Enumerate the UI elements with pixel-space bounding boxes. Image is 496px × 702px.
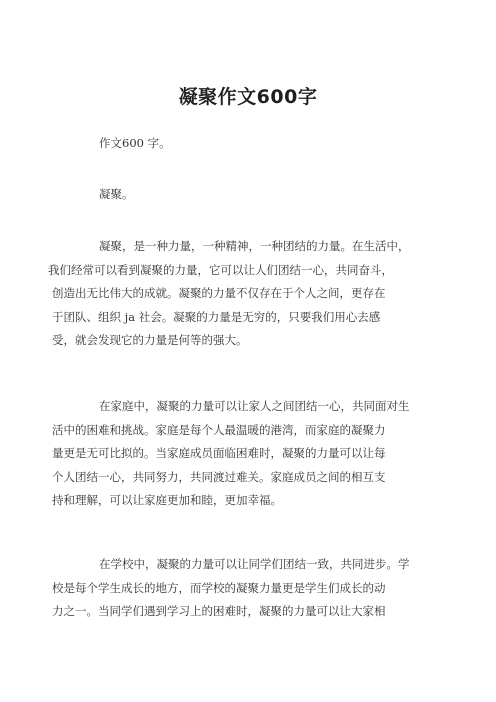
document-title: 凝聚作文600字 — [178, 86, 318, 108]
paragraph-2 — [52, 395, 452, 513]
paragraph-line: 量更是无可比拟的。当家庭成员面临困难时，凝聚的力量可以让每 — [52, 446, 386, 460]
paragraph-line: 校是每个学生成长的地方，而学校的凝聚力量更是学生们成长的动 — [52, 580, 386, 595]
paragraph-line: 受，就会发现它的力量是何等的强大。 — [52, 333, 248, 347]
intro-line: 作文600 字。 — [99, 136, 171, 150]
paragraph-line: 在家庭中，凝聚的力量可以让家人之间团结一心，共同面对生 — [99, 399, 410, 413]
paragraph-line: 个人团结一心，共同努力，共同渡过难关。家庭成员之间的相互支 — [52, 469, 386, 484]
paragraph-3 — [52, 553, 452, 624]
intro-line-block — [76, 132, 476, 156]
paragraph-line: 在学校中，凝聚的力量可以让同学们团结一致，共同进步。学 — [99, 557, 410, 571]
paragraph-line: 我们经常可以看到凝聚的力量，它可以让人们团结一心，共同奋斗， — [48, 262, 393, 277]
paragraph-line: 活中的困难和挑战。家庭是每个人最温暖的港湾，而家庭的凝聚力 — [52, 422, 386, 437]
paragraph-line: 力之一。当同学们遇到学习上的困难时，凝聚的力量可以让大家相 — [52, 604, 386, 618]
paragraph-line: 持和理解，可以让家庭更加和睦，更加幸福。 — [52, 493, 282, 507]
paragraph-line: 创造出无比伟大的成就。凝聚的力量不仅存在于个人之间，更存在 — [52, 286, 386, 300]
paragraph-line: 于团队、组织 ja 社会。凝聚的力量是无穷的，只要我们用心去感 — [52, 309, 381, 324]
subtitle-line-block — [76, 183, 476, 207]
paragraph-line: 凝聚，是一种力量，一种精神，一种团结的力量。在生活中， — [99, 239, 410, 253]
paragraph-1 — [48, 235, 452, 353]
subtitle-line: 凝聚。 — [99, 187, 134, 201]
